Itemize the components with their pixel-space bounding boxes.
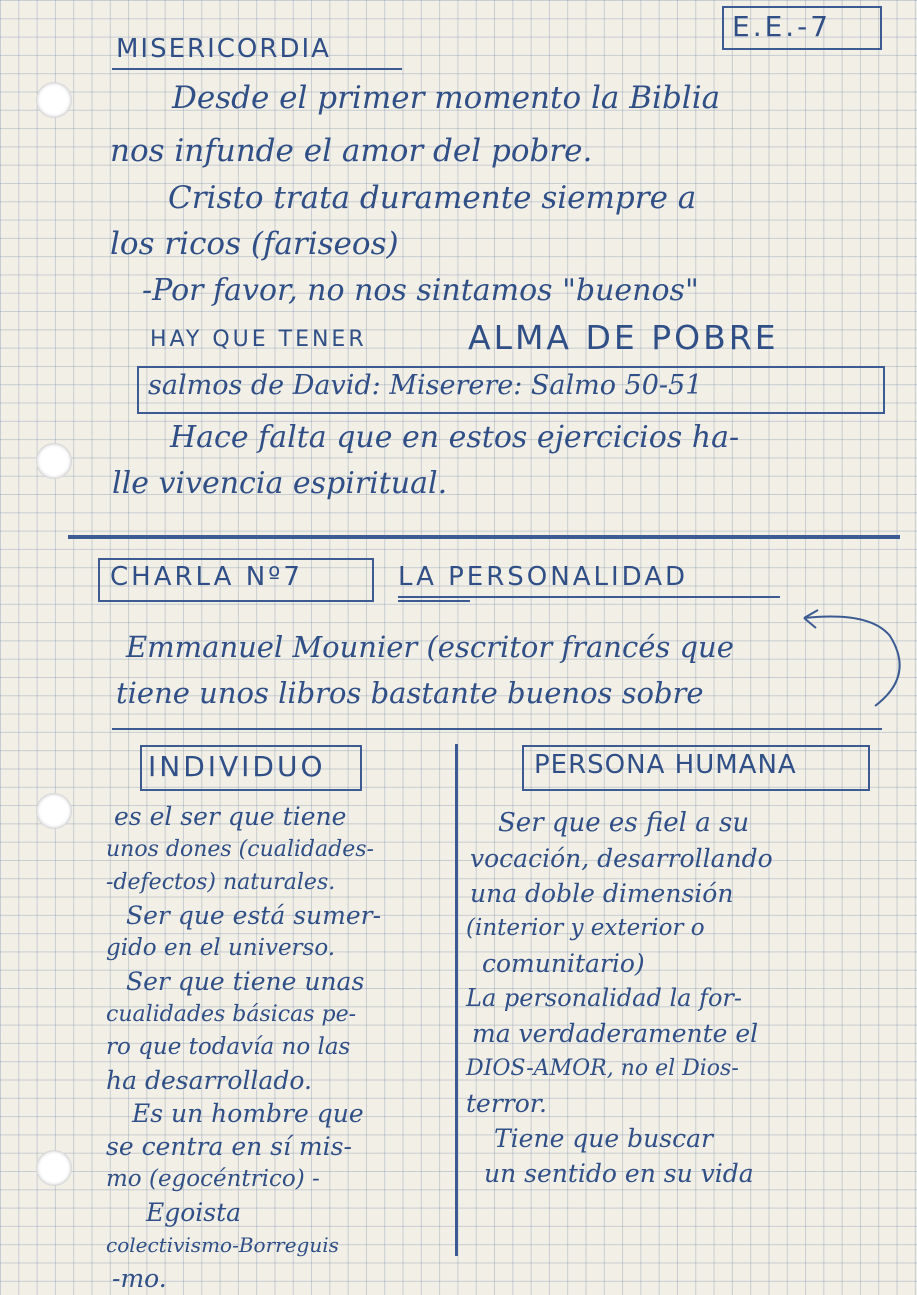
individuo-line: ro que todavía no las	[106, 1034, 351, 1060]
text-line: nos infunde el amor del pobre.	[110, 133, 593, 169]
individuo-line: se centra en sí mis-	[106, 1132, 352, 1161]
text-line: -Por favor, no nos sintamos "buenos"	[142, 273, 699, 308]
individuo-line: mo (egocéntrico) -	[106, 1166, 320, 1192]
persona-line: un sentido en su vida	[484, 1159, 754, 1188]
individuo-line: Ser que tiene unas	[126, 967, 365, 996]
charla-heading: LA PERSONALIDAD	[398, 562, 689, 592]
text-line: Hace falta que en estos ejercicios ha-	[170, 420, 740, 455]
text-line: lle vivencia espiritual.	[112, 466, 448, 501]
individuo-line: -mo.	[112, 1264, 167, 1293]
persona-humana-heading: PERSONA HUMANA	[534, 750, 797, 780]
persona-line: una doble dimensión	[470, 879, 734, 908]
individuo-line: Es un hombre que	[132, 1099, 364, 1128]
page-tag: E.E.-7	[732, 10, 832, 43]
persona-line: Tiene que buscar	[494, 1124, 713, 1153]
binder-hole	[36, 1150, 72, 1186]
psalm-reference: salmos de David: Miserere: Salmo 50-51	[148, 370, 703, 401]
text-line: tiene unos libros bastante buenos sobre	[116, 676, 704, 710]
individuo-heading: INDIVIDUO	[148, 750, 326, 783]
individuo-line: Egoista	[146, 1198, 242, 1227]
binder-hole	[36, 443, 72, 479]
persona-line: (interior y exterior o	[466, 915, 705, 941]
persona-line: DIOS-AMOR, no el Dios-	[466, 1056, 739, 1081]
persona-line: vocación, desarrollando	[470, 844, 773, 873]
persona-line: La personalidad la for-	[466, 984, 742, 1012]
section-divider	[68, 535, 900, 539]
persona-line: Ser que es fiel a su	[498, 808, 750, 838]
page-title: MISERICORDIA	[116, 34, 331, 64]
text-line: Desde el primer momento la Biblia	[172, 80, 721, 116]
title-underline	[112, 68, 402, 70]
persona-line: terror.	[466, 1089, 547, 1118]
persona-humana-text	[466, 806, 773, 1191]
individuo-line: ha desarrollado.	[106, 1066, 312, 1095]
individuo-line: Ser que está sumer-	[126, 901, 382, 930]
binder-hole	[36, 793, 72, 829]
la-underline	[398, 600, 470, 602]
continuation-arrow	[790, 606, 915, 716]
binder-hole	[36, 82, 72, 118]
alma-emphasis: ALMA DE POBRE	[468, 318, 779, 357]
individuo-line: -defectos) naturales.	[106, 870, 336, 895]
column-divider	[455, 744, 458, 1256]
alma-prefix: HAY QUE TENER	[150, 327, 367, 352]
charla-heading-underline	[398, 596, 780, 598]
persona-line: ma verdaderamente el	[472, 1019, 759, 1048]
individuo-line: cualidades básicas pe-	[106, 1002, 357, 1027]
text-line: Cristo trata duramente siempre a	[168, 180, 697, 216]
individuo-text	[106, 800, 381, 1295]
individuo-line: es el ser que tiene	[114, 802, 347, 831]
text-line: Emmanuel Mounier (escritor francés que	[126, 630, 734, 664]
text-line: los ricos (fariseos)	[110, 226, 399, 262]
individuo-line: colectivismo-Borreguis	[106, 1233, 339, 1257]
columns-top-rule	[112, 728, 882, 730]
charla-label: CHARLA Nº7	[110, 562, 303, 592]
persona-line: comunitario)	[482, 949, 645, 978]
individuo-line: gido en el universo.	[106, 935, 336, 961]
individuo-line: unos dones (cualidades-	[106, 837, 374, 862]
